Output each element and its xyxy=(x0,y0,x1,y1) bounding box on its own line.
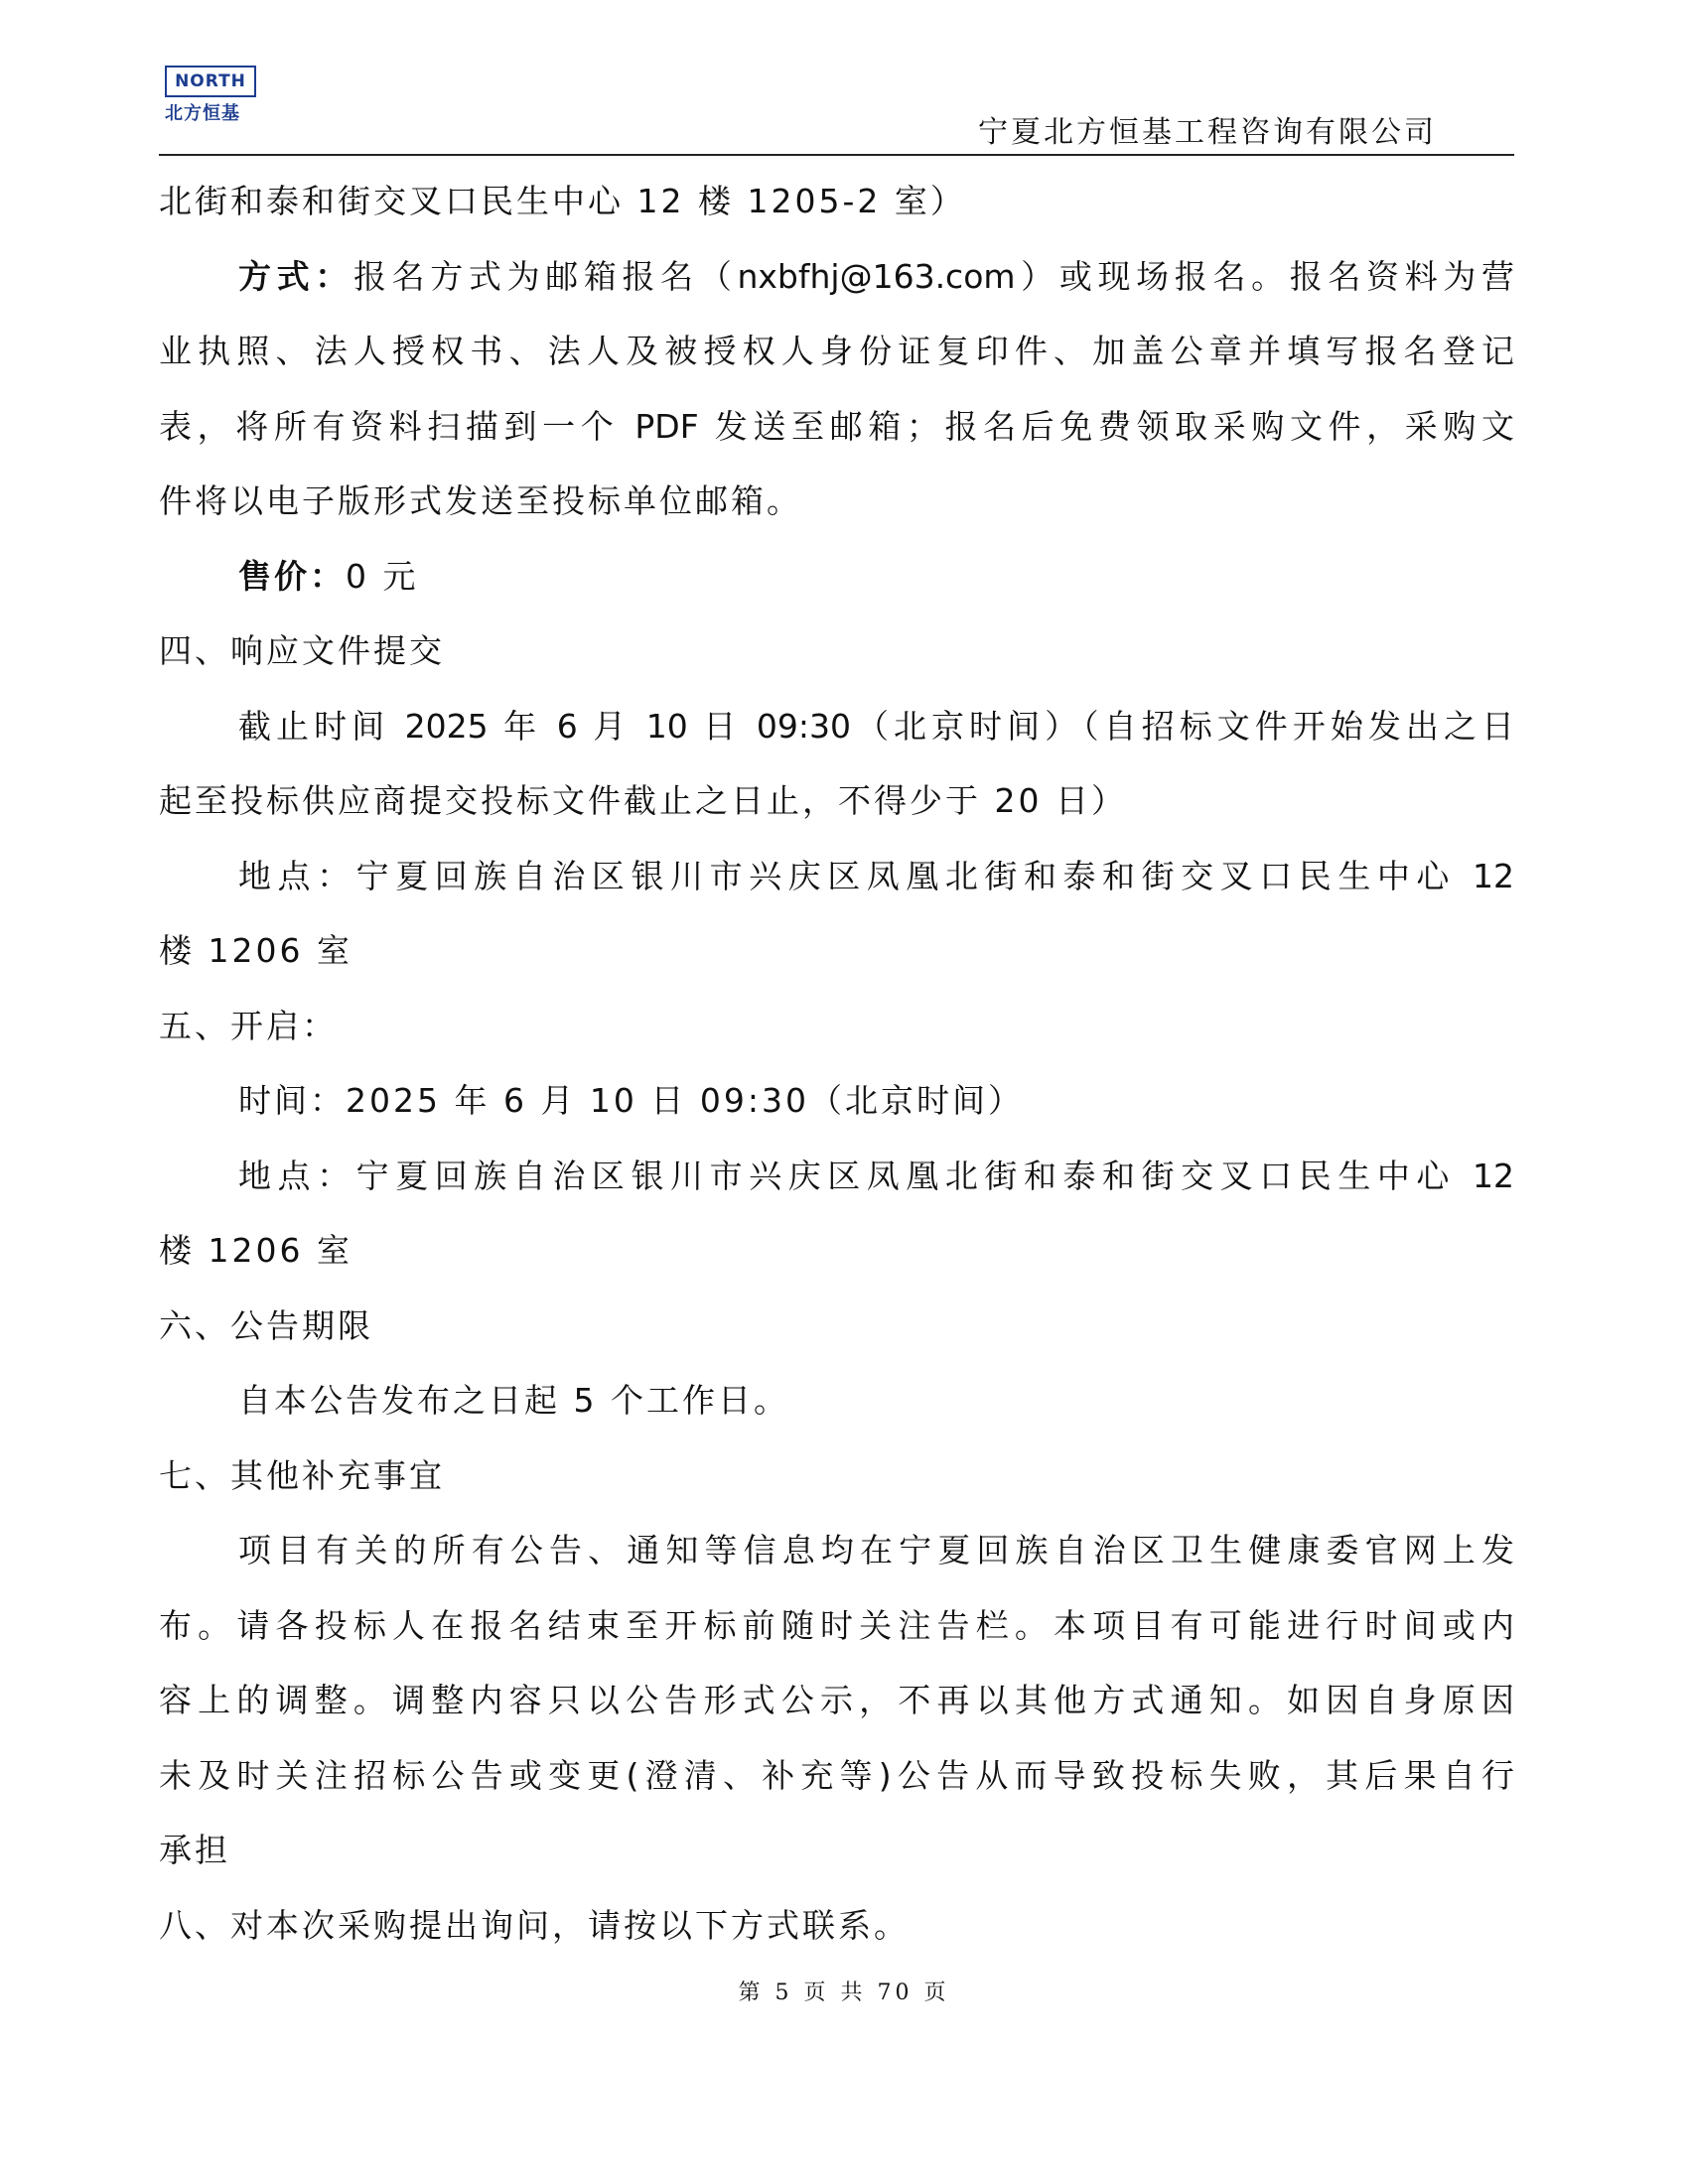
text-line: 容上的调整。调整内容只以公告形式公示，不再以其他方式通知。如因自身原因 xyxy=(159,1681,1514,1719)
text-line: 承担 xyxy=(159,1831,230,1869)
text-line: 起至投标供应商提交投标文件截止之日止，不得少于 20 日） xyxy=(159,781,1127,820)
text-line: 自本公告发布之日起 5 个工作日。 xyxy=(238,1381,789,1420)
text-line: 时间：2025 年 6 月 10 日 09:30（北京时间） xyxy=(238,1081,1025,1120)
text-line: 件将以电子版形式发送至投标单位邮箱。 xyxy=(159,481,802,520)
text-line: 楼 1206 室 xyxy=(159,931,352,970)
text-line: 北街和泰和街交叉口民生中心 12 楼 1205-2 室） xyxy=(159,182,966,220)
section-heading: 六、公告期限 xyxy=(159,1305,373,1345)
price-value: 0 元 xyxy=(346,556,419,596)
page-header xyxy=(159,60,1514,156)
logo-cn: 北方恒基 xyxy=(165,103,240,124)
company-logo xyxy=(165,66,256,125)
method-text: 报名方式为邮箱报名（nxbfhj@163.com）或现场报名。报名资料为营 xyxy=(352,256,1515,296)
text-line: 业执照、法人授权书、法人及被授权人身份证复印件、加盖公章并填写报名登记 xyxy=(159,332,1514,370)
text-line: 截止时间 2025 年 6 月 10 日 09:30（北京时间）（自招标文件开始发出之日 xyxy=(238,706,1514,746)
page-number: 第 5 页 共 70 页 xyxy=(738,1980,950,2005)
text-line: 楼 1206 室 xyxy=(159,1231,352,1270)
text-line: 项目有关的所有公告、通知等信息均在宁夏回族自治区卫生健康委官网上发 xyxy=(238,1531,1514,1570)
section-heading: 五、开启： xyxy=(159,1006,338,1045)
text-line: 表，将所有资料扫描到一个 PDF 发送至邮箱；报名后免费领取采购文件，采购文 xyxy=(159,406,1514,446)
method-label: 方式： xyxy=(238,256,353,296)
section-heading: 四、响应文件提交 xyxy=(159,631,445,670)
registration-method xyxy=(159,239,1514,315)
logo-en: NORTH xyxy=(165,66,256,97)
section-heading: 七、其他补充事宜 xyxy=(159,1455,445,1495)
section-heading: 八、对本次采购提出询问，请按以下方式联系。 xyxy=(159,1905,910,1945)
document-body xyxy=(159,164,1514,1963)
price-label: 售价： xyxy=(238,556,346,596)
text-line: 地点：宁夏回族自治区银川市兴庆区凤凰北街和泰和街交叉口民生中心 12 xyxy=(238,856,1514,895)
text-line: 布。请各投标人在报名结束至开标前随时关注告栏。本项目有可能进行时间或内 xyxy=(159,1605,1514,1645)
text-line: 未及时关注招标公告或变更(澄清、补充等)公告从而导致投标失败，其后果自行 xyxy=(159,1755,1514,1795)
price-line xyxy=(159,539,1514,614)
text-line: 地点：宁夏回族自治区银川市兴庆区凤凰北街和泰和街交叉口民生中心 12 xyxy=(238,1156,1514,1195)
company-name: 宁夏北方恒基工程咨询有限公司 xyxy=(978,115,1437,150)
